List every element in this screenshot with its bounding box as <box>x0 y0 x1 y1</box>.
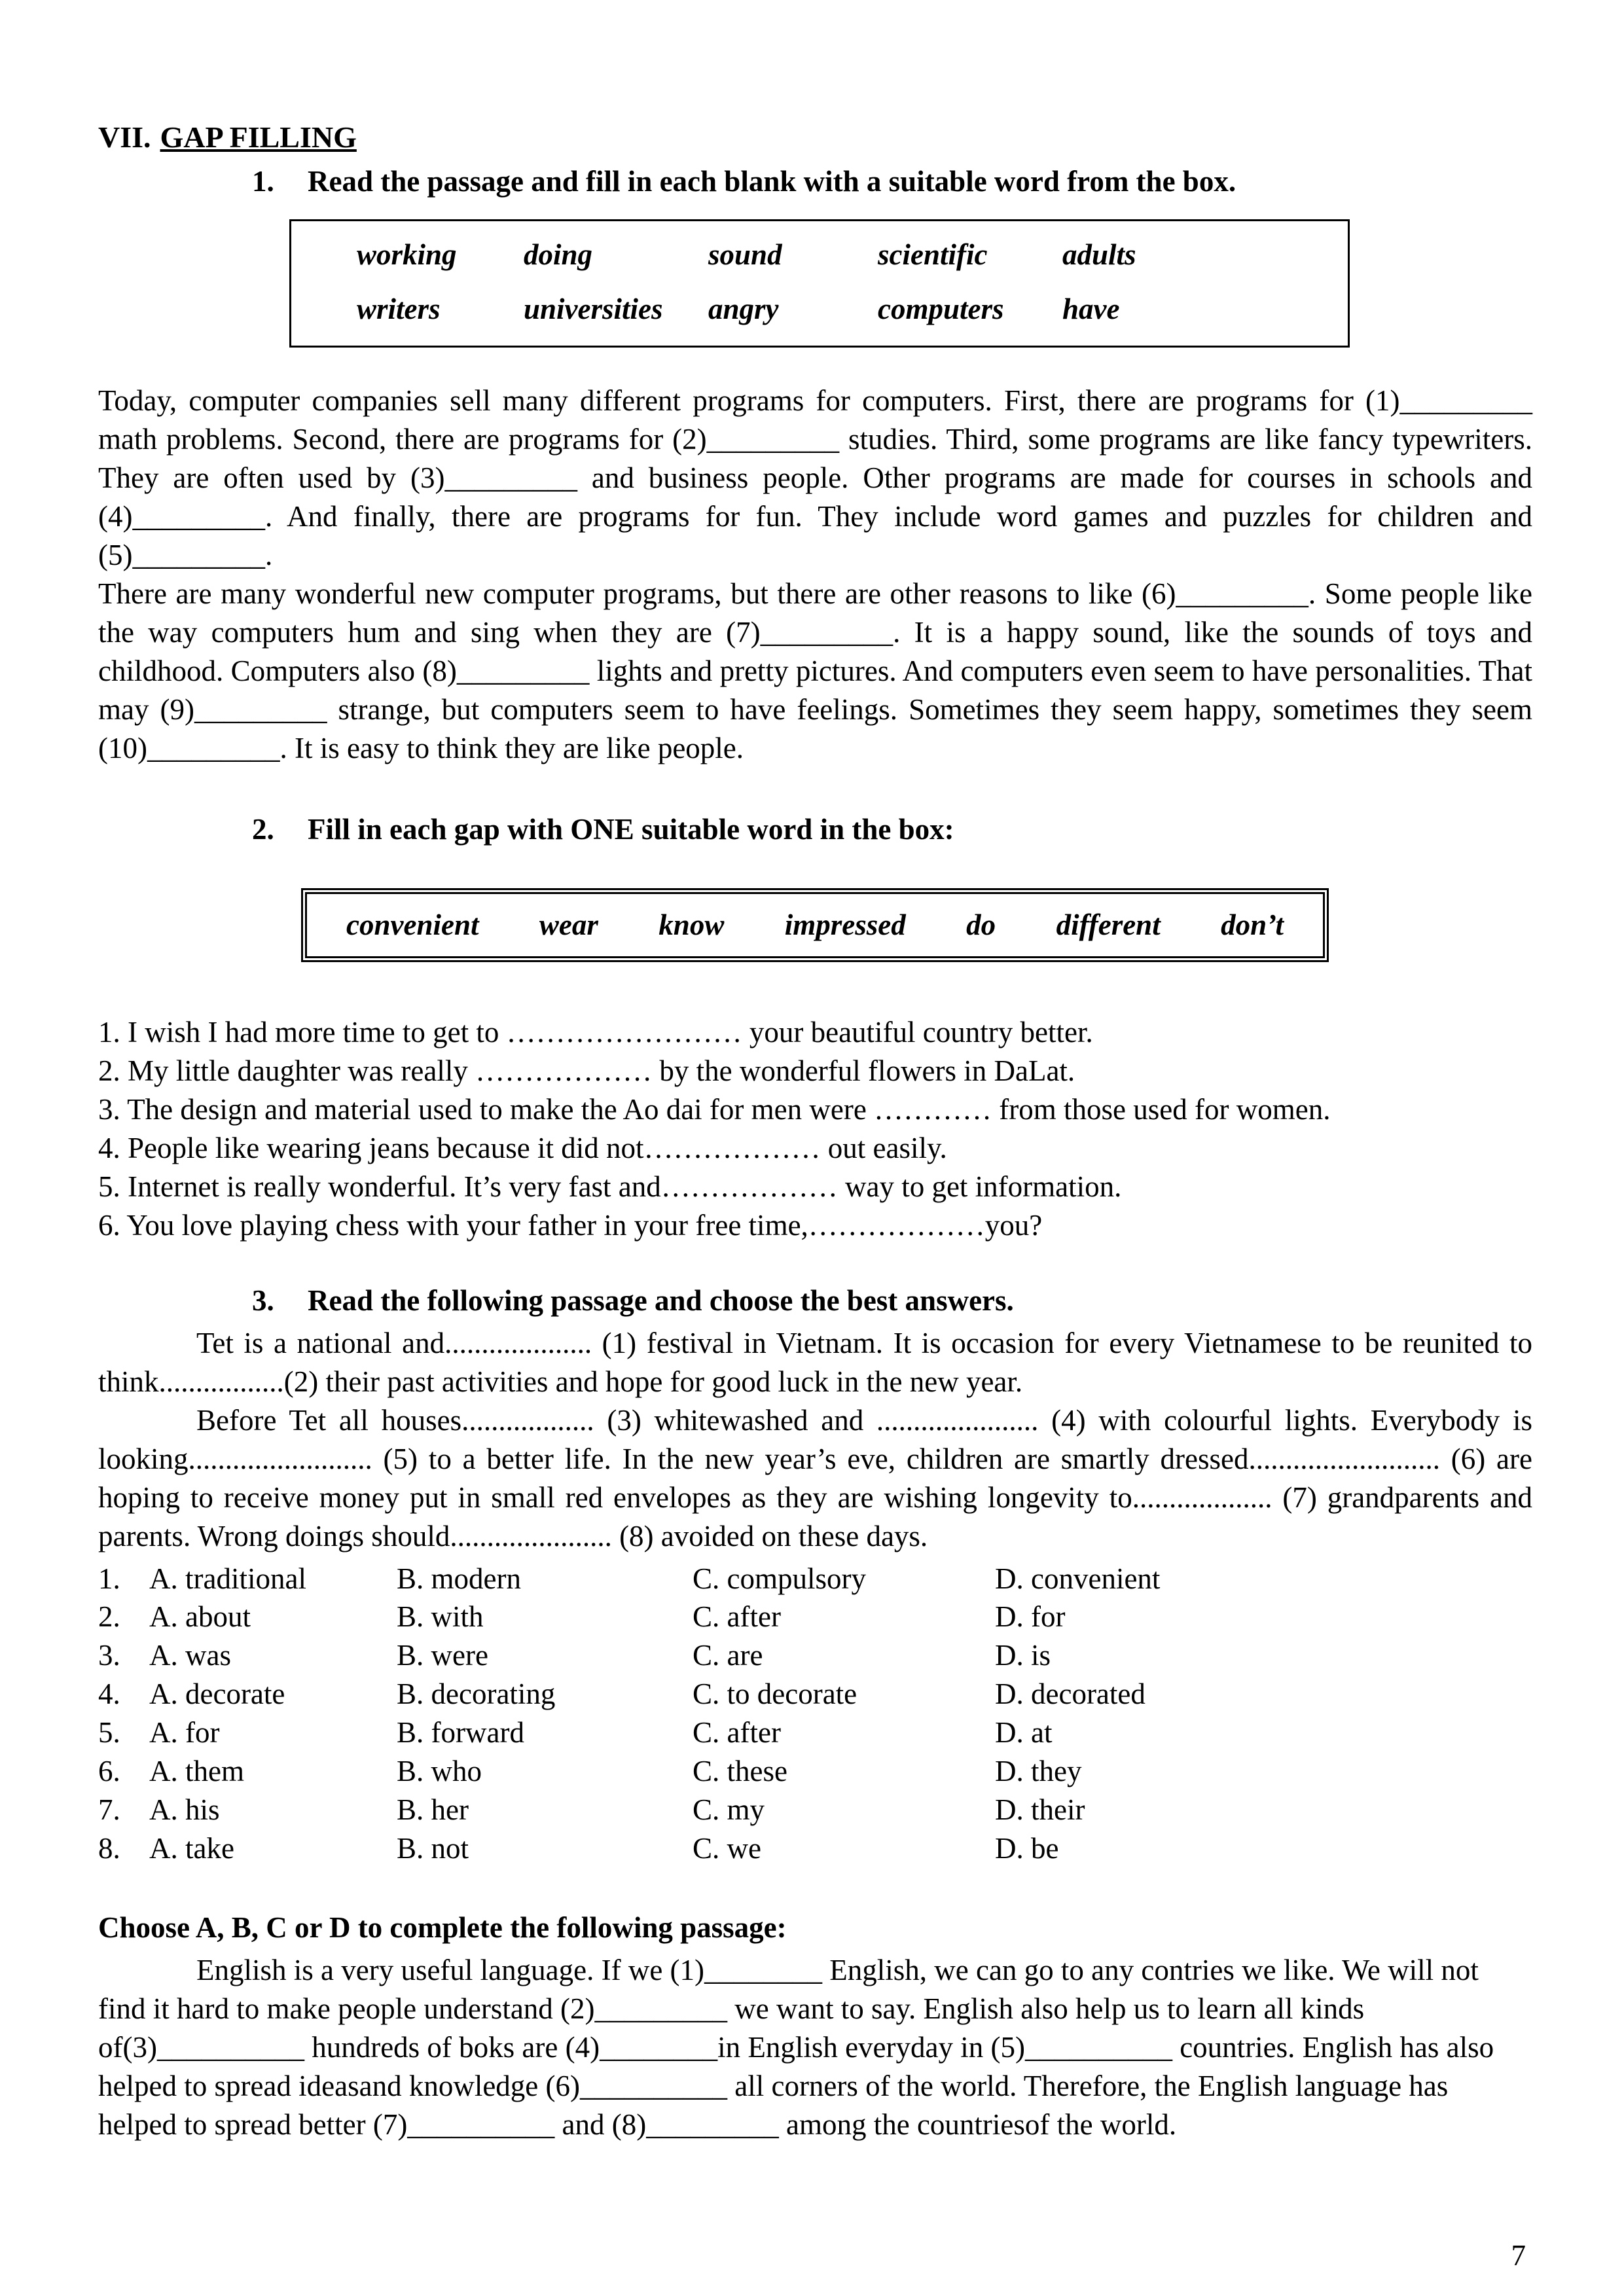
choice-option-d: D. for <box>995 1600 1066 1634</box>
exercise3-passage-paragraph-2: Before Tet all houses.................. (3) whitewashed and ...................... (4) with colourful lights. Everybody is looking......................... (5) to a better life. In the new year’s eve, children are smartly dressed.......................... (6) are hoping to receive money put in small red envelopes as they are wishing longevity to................... (7) grandparents and parents. Wrong doings should...................... (8) avoided on these days. <box>98 1403 1532 1552</box>
exercise3-passage-paragraph-1: Tet is a national and.................... (1) festival in Vietnam. It is occasion for every Vietnamese to be reunited to think.................(2) their past activities and hope for good luck in the new year. <box>98 1326 1532 1398</box>
choice-option-a: A. about <box>149 1600 251 1634</box>
choice-option-d: D. convenient <box>995 1562 1161 1595</box>
choice-number: 8. <box>98 1832 120 1865</box>
choice-option-d: D. they <box>995 1755 1082 1788</box>
word-box-item: working <box>357 238 457 272</box>
choice-option-b: B. were <box>397 1639 488 1672</box>
exercise3-instruction: Read the following passage and choose the best answers. <box>308 1283 1014 1317</box>
section-number: VII. <box>98 120 151 154</box>
choice-option-a: A. for <box>149 1716 220 1749</box>
exercise3-heading <box>98 1282 1532 1320</box>
choice-row <box>98 1713 1532 1752</box>
choice-option-d: D. at <box>995 1716 1053 1749</box>
choice-option-c: C. after <box>693 1600 781 1634</box>
choice-option-c: C. we <box>693 1832 761 1865</box>
choice-option-c: C. these <box>693 1755 787 1788</box>
choice-option-b: B. not <box>397 1832 469 1865</box>
choice-number: 6. <box>98 1755 120 1788</box>
gap-sentence: 1. I wish I had more time to get to …………………… your beautiful country better. <box>98 1016 1093 1049</box>
word-box-item: computers <box>878 293 1004 326</box>
word-box-item: convenient <box>346 908 479 942</box>
exercise3-number: 3. <box>252 1283 274 1317</box>
choice-row <box>98 1752 1532 1791</box>
answer-choice-table <box>98 1560 1532 1869</box>
exercise2-heading <box>98 810 1532 849</box>
exercise2-sentence-list <box>98 1013 1532 1245</box>
choice-option-d: D. their <box>995 1793 1085 1827</box>
choice-number: 5. <box>98 1716 120 1749</box>
word-box-item: sound <box>708 238 782 272</box>
exercise4-heading: Choose A, B, C or D to complete the following passage: <box>98 1911 787 1944</box>
choice-row <box>98 1560 1532 1598</box>
choice-option-d: D. be <box>995 1832 1059 1865</box>
word-box-item: angry <box>708 293 779 326</box>
choice-option-c: C. my <box>693 1793 765 1827</box>
word-box-row <box>357 236 1302 274</box>
choice-number: 3. <box>98 1639 120 1672</box>
gap-sentence: 4. People like wearing jeans because it did not……………… out easily. <box>98 1132 947 1165</box>
choice-number: 1. <box>98 1562 120 1595</box>
word-box-row <box>357 290 1302 329</box>
choice-option-b: B. who <box>397 1755 482 1788</box>
word-box-item: scientific <box>878 238 988 272</box>
choice-option-b: B. decorating <box>397 1677 556 1711</box>
choice-number: 4. <box>98 1677 120 1711</box>
exercise1-heading <box>98 162 1532 201</box>
choice-row <box>98 1791 1532 1829</box>
choice-option-c: C. to decorate <box>693 1677 857 1711</box>
exercise2-instruction: Fill in each gap with ONE suitable word in the box: <box>308 813 954 846</box>
exercise1-word-box <box>289 219 1350 348</box>
choice-option-d: D. decorated <box>995 1677 1146 1711</box>
word-box-item: universities <box>524 293 663 326</box>
exercise4-passage: English is a very useful language. If we (1)________ English, we can go to any contries we like. We will not find it hard to make people understand (2)_________ we want to say. English also help us to learn all kinds of(3)__________ hundreds of boks are (4)________in English everyday in (5)__________ countries. English has also helped to spread ideasand knowledge (6)__________ all corners of the world. Therefore, the English language has helped to spread better (7)__________ and (8)_________ among the countriesof the world. <box>98 1953 1494 2141</box>
choice-row <box>98 1675 1532 1713</box>
exercise1-number: 1. <box>252 165 274 198</box>
exercise1-passage-paragraph-1: Today, computer companies sell many different programs for computers. First, there are programs for (1)_________ math problems. Second, there are programs for (2)_________ studies. Third, some programs are like fancy typewriters. They are often used by (3)_________ and business people. Other programs are made for courses in schools and (4)_________. And finally, there are programs for fun. They include word games and puzzles for children and (5)_________. <box>98 384 1532 571</box>
choice-option-a: A. was <box>149 1639 231 1672</box>
choice-option-c: C. after <box>693 1716 781 1749</box>
exercise1-instruction: Read the passage and fill in each blank with a suitable word from the box. <box>308 165 1236 198</box>
choice-row <box>98 1598 1532 1636</box>
page-number: 7 <box>1511 2239 1526 2272</box>
word-box-item: impressed <box>784 908 906 942</box>
gap-sentence: 3. The design and material used to make the Ao dai for men were ………… from those used for women. <box>98 1093 1331 1126</box>
choice-row <box>98 1829 1532 1868</box>
choice-number: 2. <box>98 1600 120 1634</box>
section-title-text: GAP FILLING <box>160 120 357 154</box>
word-box-item: know <box>659 908 725 942</box>
word-box-item: wear <box>539 908 598 942</box>
word-box-item: have <box>1062 293 1120 326</box>
choice-option-b: B. her <box>397 1793 469 1827</box>
word-box-item: writers <box>357 293 441 326</box>
word-box-item: doing <box>524 238 593 272</box>
word-box-item: do <box>966 908 996 942</box>
choice-option-c: C. compulsory <box>693 1562 866 1595</box>
word-box-item: don’t <box>1221 908 1284 942</box>
choice-row <box>98 1636 1532 1675</box>
gap-sentence: 6. You love playing chess with your father in your free time,………………you? <box>98 1209 1043 1242</box>
choice-option-a: A. them <box>149 1755 244 1788</box>
choice-option-a: A. traditional <box>149 1562 306 1595</box>
choice-number: 7. <box>98 1793 120 1827</box>
choice-option-b: B. modern <box>397 1562 521 1595</box>
choice-option-a: A. decorate <box>149 1677 285 1711</box>
section-title <box>98 118 1532 157</box>
exercise2-number: 2. <box>252 813 274 846</box>
gap-sentence: 2. My little daughter was really ……………… by the wonderful flowers in DaLat. <box>98 1054 1075 1088</box>
choice-option-b: B. forward <box>397 1716 524 1749</box>
exercise2-word-box <box>301 888 1329 962</box>
word-box-item: different <box>1056 908 1161 942</box>
choice-option-b: B. with <box>397 1600 484 1634</box>
gap-sentence: 5. Internet is really wonderful. It’s very fast and……………… way to get information. <box>98 1170 1122 1204</box>
exercise1-passage-paragraph-2: There are many wonderful new computer programs, but there are other reasons to like (6)_________. Some people like the way computers hum and sing when they are (7)_________. It is a happy sound, like the sounds of toys and childhood. Computers also (8)_________ lights and pretty pictures. And computers even seem to have personalities. That may (9)_________ strange, but computers seem to have feelings. Sometimes they seem happy, sometimes they seem (10)_________. It is easy to think they are like people. <box>98 577 1532 764</box>
choice-option-a: A. take <box>149 1832 234 1865</box>
choice-option-d: D. is <box>995 1639 1051 1672</box>
choice-option-c: C. are <box>693 1639 763 1672</box>
choice-option-a: A. his <box>149 1793 220 1827</box>
word-box-item: adults <box>1062 238 1136 272</box>
